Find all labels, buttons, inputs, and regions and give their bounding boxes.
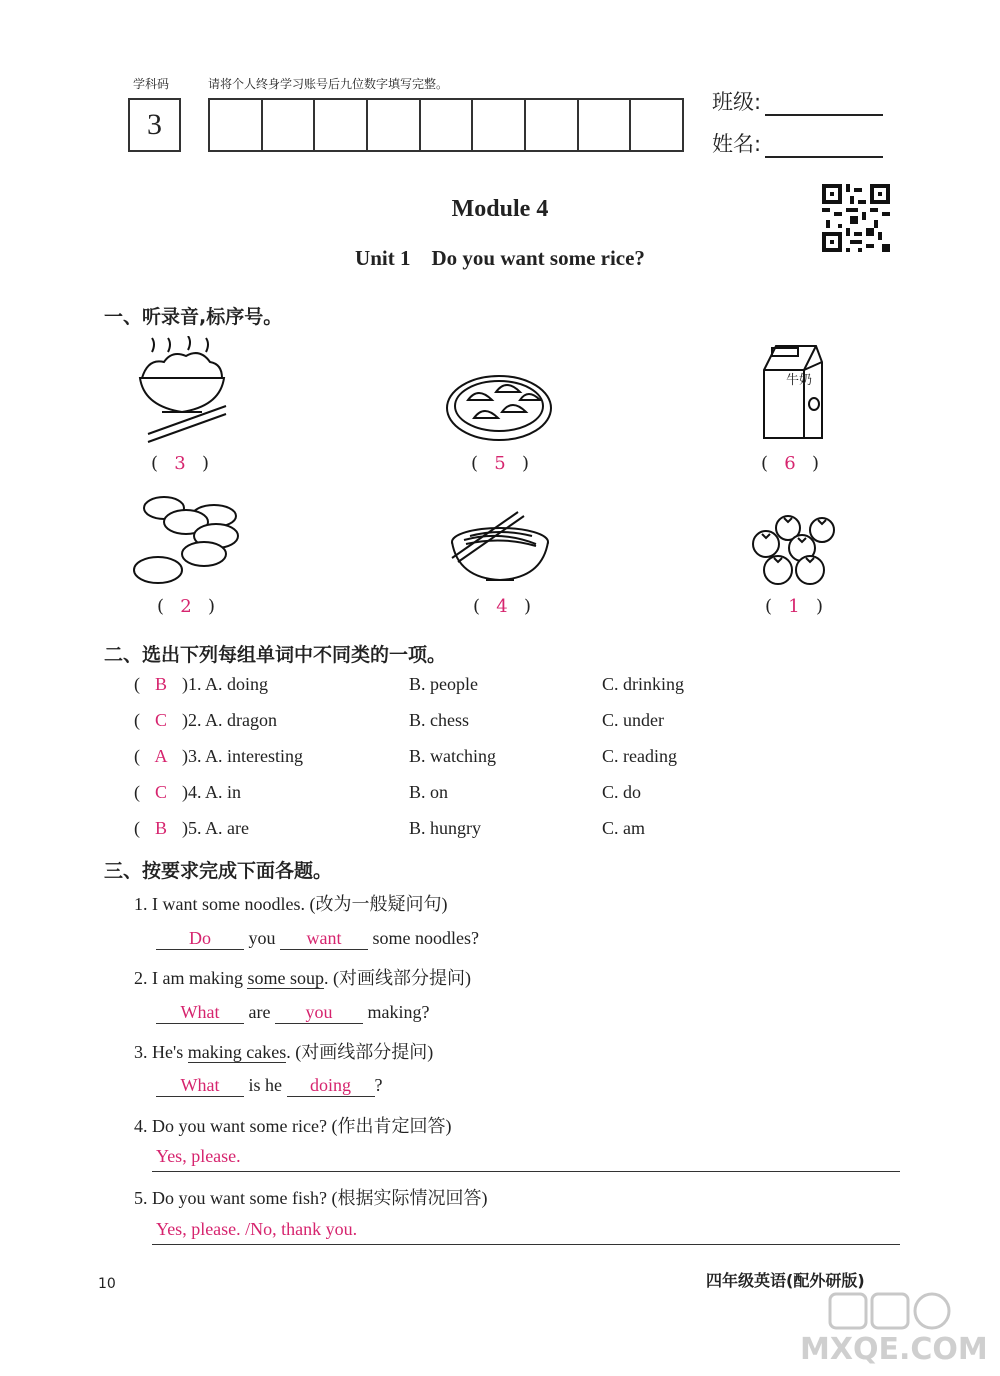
digit-box[interactable] — [421, 100, 474, 150]
digit-box[interactable] — [368, 100, 421, 150]
carton-label: 牛奶 — [786, 373, 813, 388]
option-a: )5. A. are — [182, 818, 249, 838]
sentence-word: making? — [367, 1002, 430, 1022]
picture-answer[interactable]: 4 — [496, 596, 508, 617]
class-blank[interactable] — [765, 96, 883, 116]
sentence-word: you — [248, 928, 276, 948]
watermark-logo — [760, 1290, 990, 1372]
picture-answer[interactable]: 2 — [180, 596, 192, 617]
answer-blank[interactable]: doing — [287, 1075, 375, 1097]
answer-blank[interactable]: What — [156, 1075, 244, 1097]
question-1-answer-line — [156, 928, 479, 950]
question-4-answer[interactable]: Yes, please. — [152, 1146, 900, 1172]
account-number-boxes — [208, 98, 684, 152]
picture-answer[interactable]: 5 — [494, 453, 506, 474]
question-5-prompt: 5. Do you want some fish? (根据实际情况回答) — [134, 1188, 488, 1208]
digit-box[interactable] — [579, 100, 632, 150]
module-title: Module 4 — [451, 196, 549, 222]
digit-box[interactable] — [473, 100, 526, 150]
option-b: B. chess — [409, 710, 469, 730]
question-3-prompt — [134, 1038, 433, 1064]
prompt-text: 2. I am making — [134, 968, 248, 988]
prompt-text: . (对画线部分提问) — [323, 968, 471, 988]
question-4-prompt: 4. Do you want some rice? (作出肯定回答) — [134, 1116, 452, 1136]
class-field — [712, 86, 883, 116]
watermark-text: MXQE.COM — [800, 1332, 988, 1367]
milk-carton-picture — [756, 340, 826, 444]
sentence-word: some noodles? — [372, 928, 479, 948]
answer-paren-2: ( 5 ) — [470, 453, 530, 474]
picture-answer[interactable]: 3 — [174, 453, 186, 474]
tomatoes-picture — [748, 512, 840, 588]
answer-blank[interactable]: want — [280, 928, 368, 950]
underlined-phrase: making cakes — [187, 1042, 287, 1062]
answer-blank[interactable]: you — [275, 1002, 363, 1024]
choice-row-4: ( C )4. A. in — [134, 782, 242, 802]
prompt-text: . (对画线部分提问) — [286, 1042, 434, 1062]
choice-row-3: ( A )3. A. interesting — [134, 746, 303, 766]
option-a: )1. A. doing — [182, 674, 269, 694]
choice-answer[interactable]: B — [154, 818, 167, 838]
prompt-text: 3. He's — [134, 1042, 188, 1062]
subject-code-box: 3 — [128, 98, 181, 152]
digit-box[interactable] — [631, 100, 682, 150]
answer-paren-6: ( 1 ) — [764, 596, 824, 617]
unit-title: Unit 1 Do you want some rice? — [355, 246, 645, 270]
picture-answer[interactable]: 1 — [788, 596, 800, 617]
answer-paren-1: ( 3 ) — [150, 453, 210, 474]
choice-row-1: ( B )1. A. doing — [134, 674, 269, 694]
digit-box[interactable] — [315, 100, 368, 150]
option-c: C. do — [602, 782, 642, 802]
choice-row-2: ( C )2. A. dragon — [134, 710, 277, 730]
name-field — [712, 128, 883, 158]
option-b: B. on — [409, 782, 449, 802]
choice-row-5: ( B )5. A. are — [134, 818, 249, 838]
digit-box[interactable] — [526, 100, 579, 150]
question-2-answer-line — [156, 1002, 429, 1024]
name-blank[interactable] — [765, 138, 883, 158]
underlined-phrase: some soup — [247, 968, 324, 988]
option-a: )2. A. dragon — [182, 710, 277, 730]
question-2-prompt — [134, 964, 471, 990]
option-b: B. hungry — [409, 818, 481, 838]
option-b: B. watching — [409, 746, 496, 766]
question-5-answer[interactable]: Yes, please. /No, thank you. — [152, 1219, 900, 1245]
option-c: C. under — [602, 710, 664, 730]
sentence-word: ? — [374, 1075, 383, 1095]
book-title: 四年级英语(配外研版) — [706, 1271, 865, 1290]
digit-box[interactable] — [263, 100, 316, 150]
section1-heading: 一、听录音,标序号。 — [104, 306, 283, 328]
question-3-answer-line — [156, 1075, 383, 1097]
question-1-prompt: 1. I want some noodles. (改为一般疑问句) — [134, 894, 448, 914]
answer-paren-5: ( 4 ) — [472, 596, 532, 617]
account-instruction: 请将个人终身学习账号后九位数字填写完整。 — [208, 77, 449, 91]
choice-answer[interactable]: C — [154, 710, 167, 730]
option-c: C. reading — [602, 746, 677, 766]
subject-code-label: 学科码 — [133, 77, 170, 91]
picture-answer[interactable]: 6 — [784, 453, 796, 474]
option-b: B. people — [409, 674, 478, 694]
dumplings-picture — [444, 372, 554, 442]
rice-bowl-picture — [132, 336, 232, 446]
sentence-word: are — [248, 1002, 271, 1022]
digit-box[interactable] — [210, 100, 263, 150]
option-c: C. drinking — [602, 674, 685, 694]
section3-heading: 三、按要求完成下面各题。 — [104, 860, 333, 882]
sentence-word: is he — [248, 1075, 282, 1095]
answer-blank[interactable]: What — [156, 1002, 244, 1024]
eggs-picture — [130, 494, 242, 586]
class-label: 班级: — [712, 90, 762, 114]
option-a: )4. A. in — [182, 782, 242, 802]
choice-answer[interactable]: A — [154, 746, 168, 766]
section2-heading: 二、选出下列每组单词中不同类的一项。 — [104, 644, 447, 666]
option-c: C. am — [602, 818, 645, 838]
noodles-picture — [444, 508, 556, 586]
answer-paren-3: ( 6 ) — [760, 453, 820, 474]
answer-blank[interactable]: Do — [156, 928, 244, 950]
choice-answer[interactable]: C — [154, 782, 167, 802]
answer-paren-4: ( 2 ) — [156, 596, 216, 617]
choice-answer[interactable]: B — [154, 674, 167, 694]
page-number: 10 — [98, 1276, 116, 1292]
option-a: )3. A. interesting — [182, 746, 303, 766]
name-label: 姓名: — [712, 132, 762, 156]
